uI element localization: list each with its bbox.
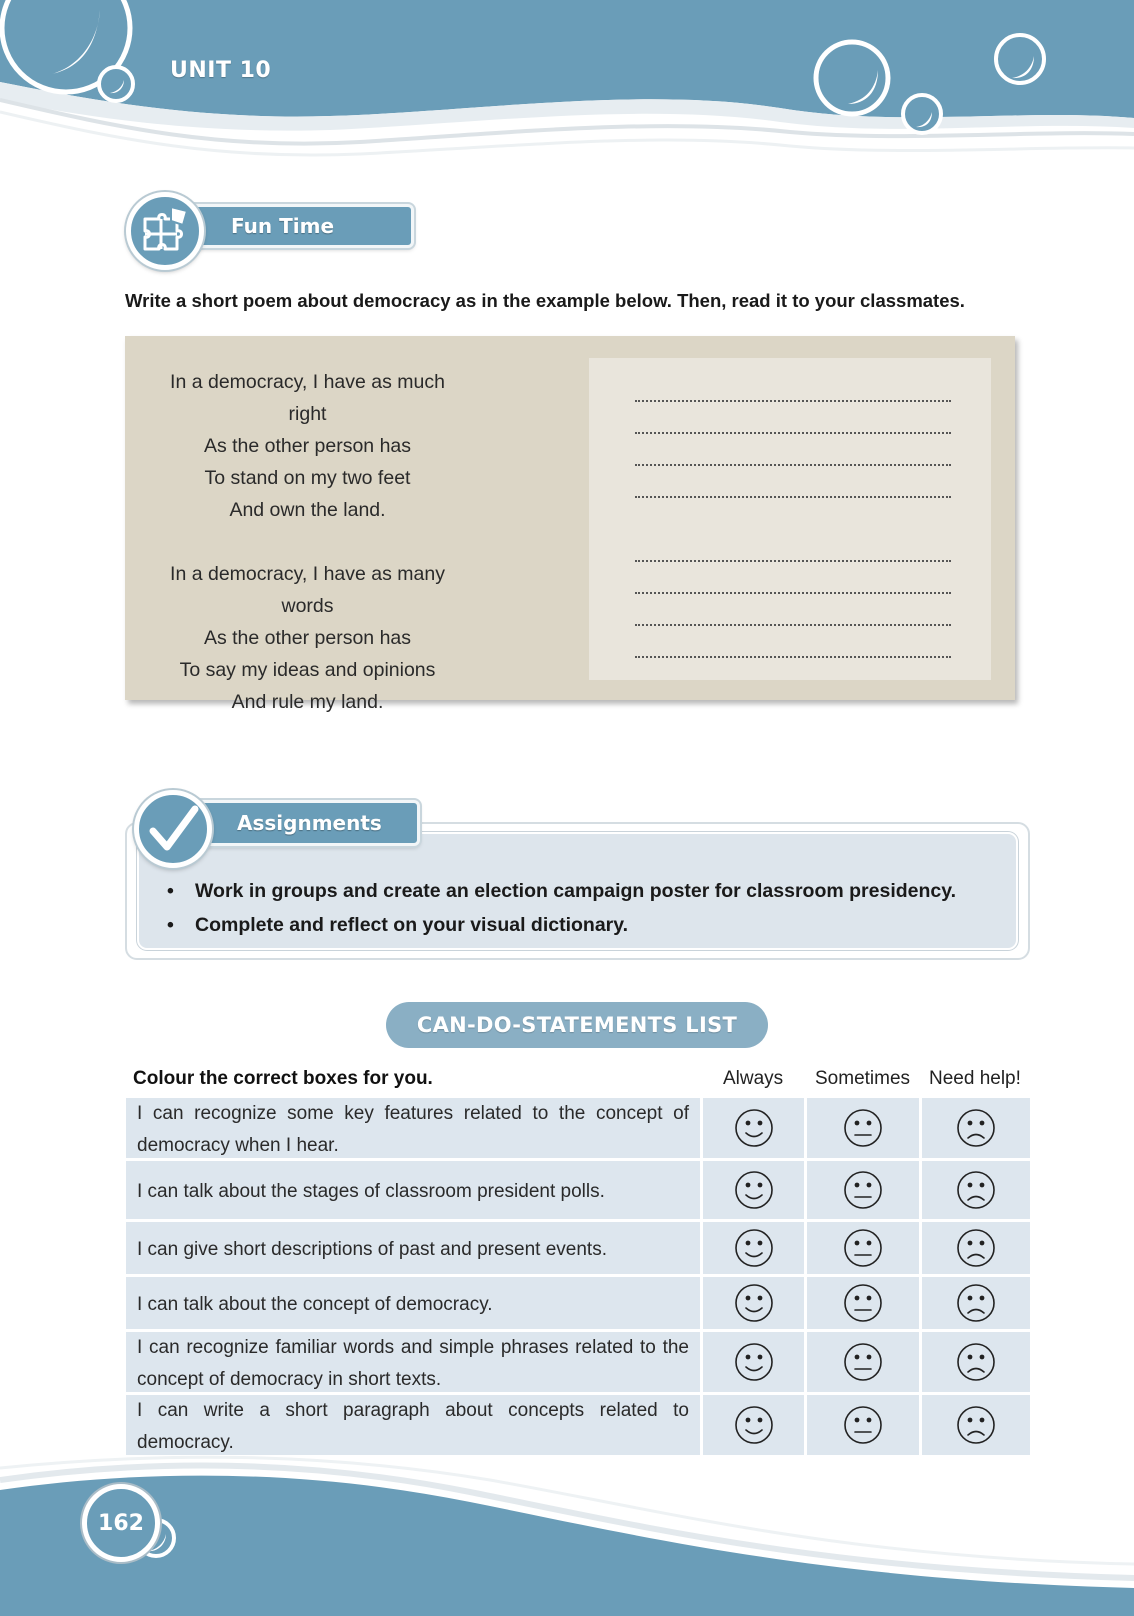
puzzle-icon [126,192,204,270]
poem-stanza-2 [160,558,455,718]
unit-title: UNIT 10 [170,58,272,83]
writing-line[interactable] [635,496,951,498]
statement-cell [126,1222,700,1274]
poem-line: As the other person has [203,435,412,457]
fun-time-instruction: Write a short poem about democracy as in the example below. Then, read it to your classmates. [125,290,965,311]
poem-line: And rule my land. [231,691,384,713]
need-help-box[interactable] [922,1395,1030,1455]
sometimes-box[interactable] [807,1161,919,1219]
poem-box [125,336,1015,713]
statement-text: I can write a short paragraph about concepts related to democracy. [137,1400,689,1453]
poem-line: And own the land. [229,499,386,521]
fun-time-badge [176,204,414,248]
can-do-title: CAN-DO-STATEMENTS LIST [386,1002,768,1048]
header-banner [0,0,1134,175]
poem-line: In a democracy, I have as many words [170,563,445,617]
writing-line[interactable] [635,400,951,402]
writing-line[interactable] [635,656,951,658]
always-box[interactable] [703,1277,804,1329]
writing-line[interactable] [635,464,951,466]
statement-cell [126,1395,700,1455]
assignment-text: Complete and reflect on your visual dictionary. [195,914,629,936]
sometimes-box[interactable] [807,1332,919,1392]
page-number: 162 [82,1484,160,1562]
always-box[interactable] [703,1395,804,1455]
poem-line: As the other person has [203,627,412,649]
poem-line: To say my ideas and opinions [179,659,436,681]
statement-text: I can talk about the stages of classroom president polls. [137,1181,605,1202]
can-do-row [126,1161,1030,1219]
can-do-instruction: Colour the correct boxes for you. [133,1068,433,1089]
column-header-need-help: Need help! [929,1068,1021,1089]
poem-stanza-1 [160,366,455,526]
can-do-row [126,1222,1030,1274]
always-box[interactable] [703,1098,804,1158]
statement-text: I can recognize some key features related to the concept of democracy when I hear. [137,1103,689,1156]
assignment-item [167,880,956,903]
writing-line[interactable] [635,432,951,434]
can-do-row [126,1277,1030,1329]
can-do-row [126,1395,1030,1455]
assignments-title: Assignments [237,811,382,835]
need-help-box[interactable] [922,1222,1030,1274]
fun-time-title: Fun Time [231,214,335,238]
sometimes-box[interactable] [807,1277,919,1329]
poem-line: In a democracy, I have as much right [170,371,445,425]
assignment-item [167,914,628,937]
assignments-inner [137,832,1018,950]
need-help-box[interactable] [922,1161,1030,1219]
statement-text: I can talk about the concept of democracy. [137,1294,493,1315]
bullet-icon: • [167,880,174,902]
bullet-icon: • [167,914,174,936]
always-box[interactable] [703,1332,804,1392]
sometimes-box[interactable] [807,1395,919,1455]
sometimes-box[interactable] [807,1098,919,1158]
writing-line[interactable] [635,592,951,594]
example-poem [160,366,455,718]
can-do-row [126,1098,1030,1158]
poem-writing-area[interactable] [589,358,991,680]
need-help-box[interactable] [922,1277,1030,1329]
statement-cell [126,1161,700,1219]
column-header-always: Always [723,1068,784,1089]
sometimes-box[interactable] [807,1222,919,1274]
assignment-text: Work in groups and create an election campaign poster for classroom presidency. [195,880,957,902]
statement-text: I can give short descriptions of past and present events. [137,1239,607,1260]
writing-line[interactable] [635,624,951,626]
statement-text: I can recognize familiar words and simple phrases related to the concept of democracy in short texts. [137,1337,689,1390]
writing-line[interactable] [635,560,951,562]
always-box[interactable] [703,1161,804,1219]
assignments-badge [184,800,420,846]
column-header-sometimes: Sometimes [815,1068,911,1089]
need-help-box[interactable] [922,1098,1030,1158]
poem-line: To stand on my two feet [204,467,411,489]
footer-banner [0,1450,1134,1616]
statement-cell [126,1277,700,1329]
checkmark-icon [134,790,212,868]
can-do-row [126,1332,1030,1392]
need-help-box[interactable] [922,1332,1030,1392]
statement-cell [126,1332,700,1392]
always-box[interactable] [703,1222,804,1274]
statement-cell [126,1098,700,1158]
